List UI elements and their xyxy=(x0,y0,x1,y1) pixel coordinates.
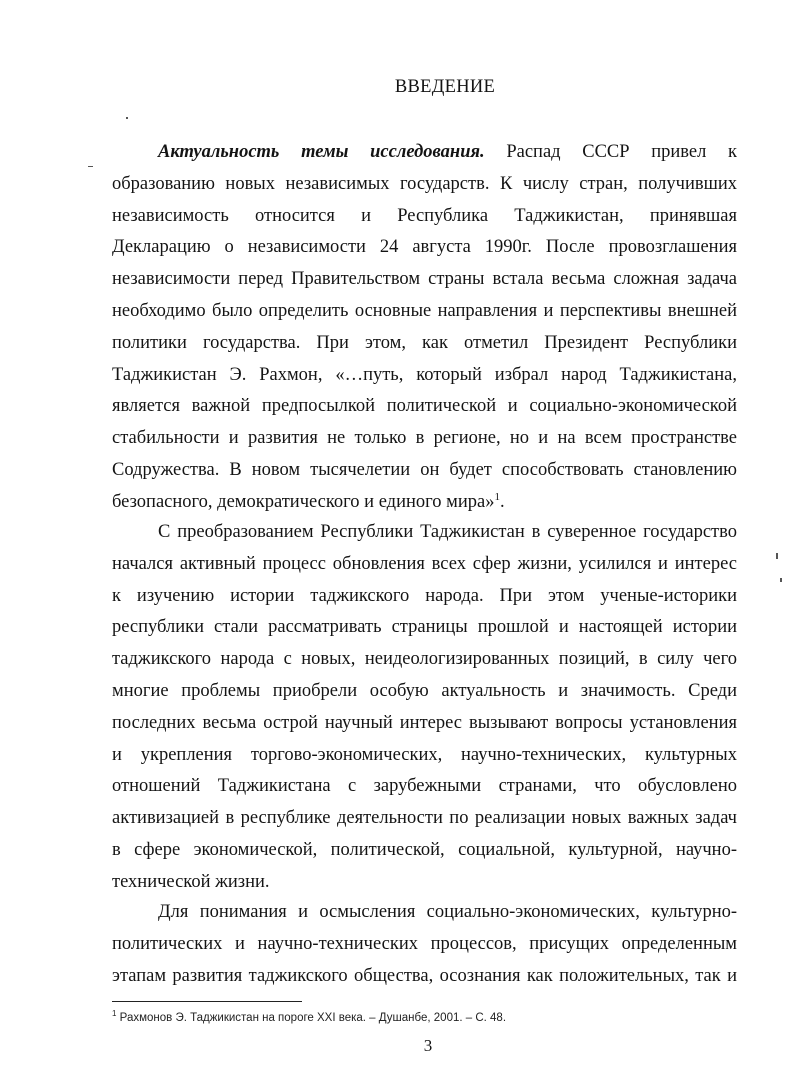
paragraph-line: этапам развития таджикского общества, осознания как положительных, так и xyxy=(112,965,737,986)
footnote-divider xyxy=(112,1001,302,1002)
paragraph-line: республики стали рассматривать страницы прошлой и настоящей истории xyxy=(112,617,737,638)
paragraph-line: Содружества. В новом тысячелетии он будет способствовать становлению xyxy=(112,459,737,480)
paragraph-line: многие проблемы приобрели особую актуальность и значимость. Среди xyxy=(112,680,737,701)
paragraph-line: образованию новых независимых государств. К числу стран, получивших xyxy=(112,173,737,194)
paragraph-line: политических и научно-технических процессов, присущих определенным xyxy=(112,933,737,954)
footnote-number: 1 xyxy=(112,1009,117,1019)
paragraph-line: независимость относится и Республика Таджикистан, принявшая xyxy=(112,205,737,226)
scan-speck xyxy=(88,166,93,167)
page-title: ВВЕДЕНИЕ xyxy=(394,77,496,97)
footnote xyxy=(112,1009,507,1024)
paragraph-line: к изучению истории таджикского народа. При этом ученые-историки xyxy=(112,585,737,606)
paragraph-line: необходимо было определить основные направления и перспективы внешней xyxy=(112,300,737,321)
paragraph-line: Для понимания и осмысления социально-экономических, культурно- xyxy=(158,902,737,922)
paragraph-line: С преобразованием Республики Таджикистан в суверенное государство xyxy=(158,522,737,542)
paragraph-line: является важной предпосылкой политической и социально-экономической xyxy=(112,396,737,417)
scan-speck xyxy=(776,553,778,559)
paragraph-line: Таджикистан Э. Рахмон, «…путь, который избрал народ Таджикистана, xyxy=(112,364,737,385)
paragraph-line: независимости перед Правительством страны встала весьма сложная задача xyxy=(112,269,737,290)
footnote-reference[interactable]: 1 xyxy=(494,490,500,503)
scan-speck xyxy=(780,578,782,582)
paragraph-line: стабильности и развития не только в регионе, но и на всем пространстве xyxy=(112,428,737,449)
paragraph-line: безопасного, демократического и единого мира»$^1$. xyxy=(112,490,505,512)
paragraph-line: технической жизни. xyxy=(112,871,270,892)
paragraph-line: отношений Таджикистана с зарубежными странами, что обусловлено xyxy=(112,776,737,797)
scan-speck xyxy=(126,117,128,119)
paragraph-line: начался активный процесс обновления всех сфер жизни, усилился и интерес xyxy=(112,553,737,574)
paragraph-relevance xyxy=(112,137,737,519)
paragraph-history-study xyxy=(112,517,737,899)
paragraph-line: в сфере экономической, политической, социальной, культурной, научно- xyxy=(112,839,737,860)
footnote-text: Рахмонов Э. Таджикистан на пороге XXI века. – Душанбе, 2001. – С. 48. xyxy=(119,1012,507,1024)
section-heading: Актуальность темы исследования. xyxy=(158,142,485,162)
paragraph-understanding xyxy=(112,897,737,992)
paragraph-line: и укрепления торгово-экономических, научно-технических, культурных xyxy=(112,744,737,765)
paragraph-line: последних весьма острой научный интерес вызывают вопросы установления xyxy=(112,712,737,733)
paragraph-line: Декларацию о независимости 24 августа 1990г. После провозглашения xyxy=(112,237,737,258)
paragraph-line: политики государства. При этом, как отметил Президент Республики xyxy=(112,332,737,353)
paragraph-line: таджикского народа с новых, неидеологизированных позиций, в силу чего xyxy=(112,649,737,670)
paragraph-line: Актуальность темы исследования. Распад СССР привел к xyxy=(158,142,738,162)
paragraph-line: активизацией в республике деятельности по реализации новых важных задач xyxy=(112,808,737,829)
page-number: 3 xyxy=(423,1036,433,1055)
